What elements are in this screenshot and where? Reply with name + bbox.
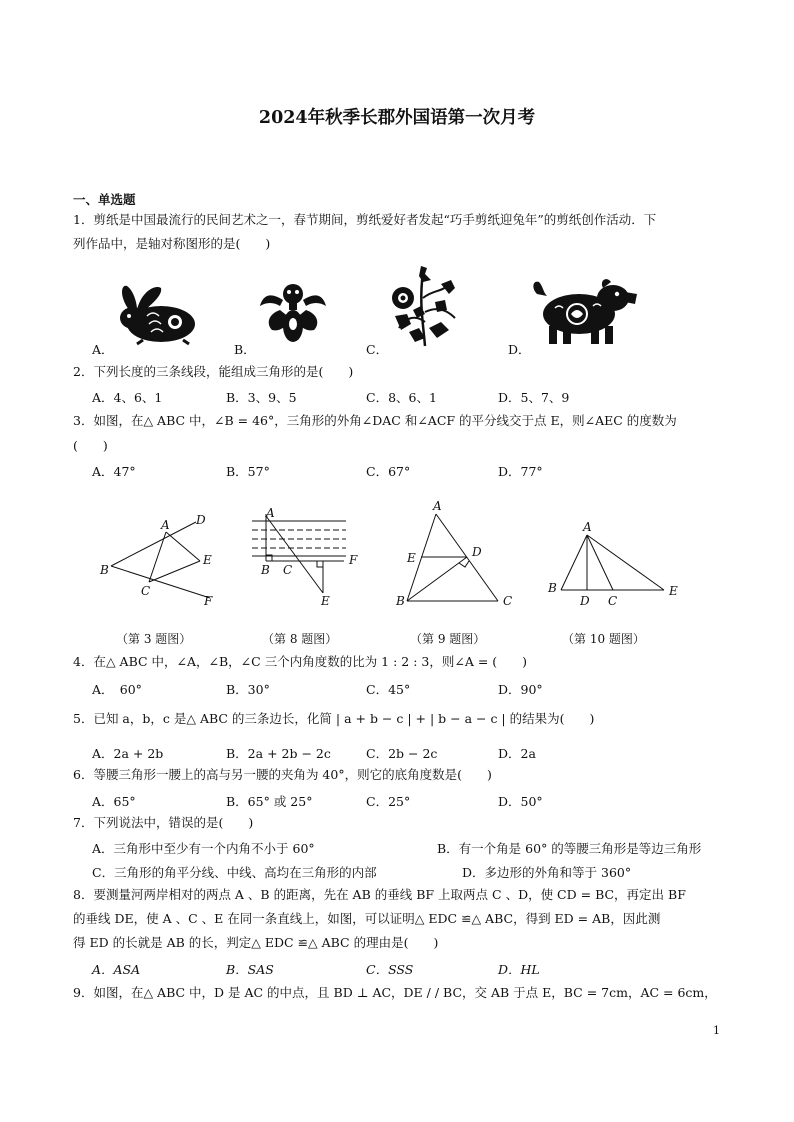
fig3-label-f: F	[204, 594, 213, 608]
fig8-label-f: F	[349, 553, 358, 567]
fig8-label-c: C	[283, 563, 293, 577]
q5-option-c: C．2b − 2c	[366, 746, 438, 761]
q7-option-c: C．三角形的角平分线、中线、高均在三角形的内部	[92, 865, 377, 880]
q3-option-b: B．57°	[226, 464, 270, 479]
q4-option-a: A． 60°	[92, 682, 142, 697]
q2-option-a: A．4、6、1	[92, 390, 163, 405]
fig10-label-b: B	[548, 581, 557, 595]
q6-stem: 6．等腰三角形一腰上的高与另一腰的夹角为 40°，则它的底角度数是( )	[73, 767, 492, 782]
q4-option-d: D．90°	[498, 682, 543, 697]
q8-option-b: B．SAS	[226, 962, 274, 977]
q8-stem-line1: 8．要测量河两岸相对的两点 A 、B 的距离，先在 AB 的垂线 BF 上取两点 C 、D，使 CD = BC，再定出 BF	[73, 887, 686, 902]
q4-option-b: B．30°	[226, 682, 270, 697]
fig3-label-a: A	[161, 518, 170, 532]
fig10-label-e: E	[669, 584, 678, 598]
fig3-caption: （第 3 题图）	[116, 632, 192, 646]
q1-stem-line2: 列作品中，是轴对称图形的是( )	[73, 236, 271, 251]
q8-option-c: C．SSS	[366, 962, 414, 977]
q8-option-a: A．ASA	[92, 962, 141, 977]
q6-option-a: A．65°	[92, 794, 136, 809]
q1-option-c: C．	[366, 342, 389, 357]
fig10-caption: （第 10 题图）	[562, 632, 645, 646]
fig8-label-e: E	[321, 594, 330, 608]
fig3-label-b: B	[100, 563, 109, 577]
page-number: 1	[713, 1024, 720, 1037]
q3-option-c: C．67°	[366, 464, 411, 479]
fig10-label-c: C	[608, 594, 618, 608]
fig9-label-a: A	[433, 499, 442, 513]
fig9-label-c: C	[503, 594, 513, 608]
fig9-label-e: E	[407, 551, 416, 565]
q8-option-d: D．HL	[498, 962, 540, 977]
page-title: 2024年秋季长郡外国语第一次月考	[258, 108, 536, 128]
fig9-caption: （第 9 题图）	[410, 632, 486, 646]
fig8-label-b: B	[261, 563, 270, 577]
q8-stem-line3: 得 ED 的长就是 AB 的长，判定△ EDC ≌△ ABC 的理由是( )	[73, 935, 439, 950]
q7-stem: 7．下列说法中，错误的是( )	[73, 815, 254, 830]
q8-stem-line2: 的垂线 DE，使 A 、C 、E 在同一条直线上，如图，可以证明△ EDC ≌△ ABC，得到 ED = AB，因此测	[73, 911, 661, 926]
q4-stem: 4．在△ ABC 中，∠A，∠B，∠C 三个内角度数的比为 1 : 2 : 3，则∠A = ( )	[73, 654, 528, 669]
fig8-caption: （第 8 题图）	[262, 632, 338, 646]
q5-option-a: A．2a + 2b	[92, 746, 164, 761]
q3-option-a: A．47°	[92, 464, 136, 479]
q4-option-c: C．45°	[366, 682, 411, 697]
fig9-label-d: D	[472, 545, 482, 559]
q2-stem: 2．下列长度的三条线段，能组成三角形的是( )	[73, 364, 354, 379]
q3-stem-line2: ( )	[73, 438, 108, 453]
fig3-label-d: D	[196, 513, 206, 527]
q2-option-b: B．3、9、5	[226, 390, 297, 405]
q1-option-b: B．	[234, 342, 256, 357]
fig8-label-a: A	[266, 506, 275, 520]
fig10-label-a: A	[583, 520, 592, 534]
q1-option-d: D．	[508, 342, 531, 357]
section-heading: 一、单选题	[73, 192, 136, 207]
q3-stem-line1: 3．如图，在△ ABC 中，∠B = 46°，三角形的外角∠DAC 和∠ACF 的平分线交于点 E，则∠AEC 的度数为	[73, 413, 677, 428]
q5-stem: 5．已知 a，b，c 是△ ABC 的三条边长，化简 | a + b − c | + | b − a − c | 的结果为( )	[73, 711, 595, 726]
q7-option-d: D．多边形的外角和等于 360°	[462, 865, 632, 880]
q6-option-b: B．65° 或 25°	[226, 794, 313, 809]
q7-option-b: B．有一个角是 60° 的等腰三角形是等边三角形	[437, 841, 702, 856]
q6-option-d: D．50°	[498, 794, 543, 809]
q1-stem-line1: 1．剪纸是中国最流行的民间艺术之一，春节期间，剪纸爱好者发起“巧手剪纸迎兔年”的剪纸创作活动．下	[73, 212, 657, 227]
fig9-label-b: B	[396, 594, 405, 608]
q2-option-c: C．8、6、1	[366, 390, 437, 405]
q7-option-a: A．三角形中至少有一个内角不小于 60°	[92, 841, 315, 856]
q6-option-c: C．25°	[366, 794, 411, 809]
fig10-label-d: D	[580, 594, 590, 608]
q1-option-a: A．	[92, 342, 114, 357]
q2-option-d: D．5、7、9	[498, 390, 570, 405]
q3-option-d: D．77°	[498, 464, 543, 479]
q9-stem-line1: 9．如图，在△ ABC 中，D 是 AC 的中点，且 BD ⊥ AC，DE / / BC，交 AB 于点 E，BC = 7cm，AC = 6cm，	[73, 985, 717, 1000]
q5-option-d: D．2a	[498, 746, 536, 761]
fig3-label-c: C	[141, 584, 151, 598]
q5-option-b: B．2a + 2b − 2c	[226, 746, 331, 761]
fig3-label-e: E	[203, 553, 212, 567]
